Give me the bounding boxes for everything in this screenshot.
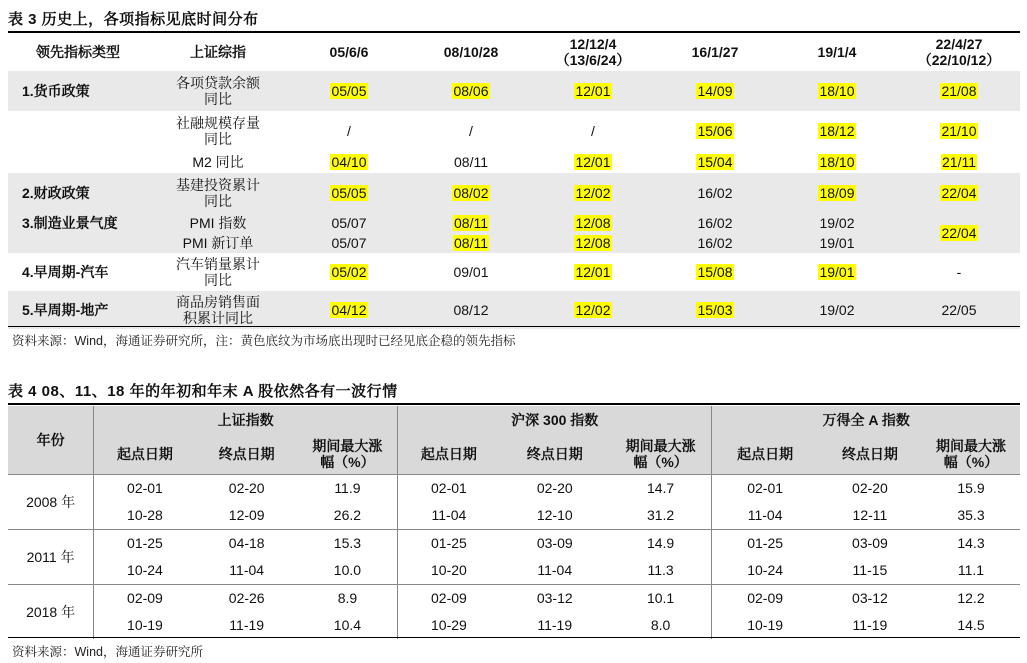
date-cell: 02-09 [712,584,818,612]
bottom-date-cell: 12/08 [532,213,654,233]
year-label: 2011 年 [8,529,94,584]
date-cell: 03-09 [818,529,922,557]
bottom-date-cell: 12/02 [532,291,654,329]
header-date: 08/10/28 [443,44,499,60]
table3-row [8,291,1020,329]
max-gain-cell: 11.9 [298,474,398,502]
table3-row [8,253,1020,291]
date-cell: 11-19 [852,617,888,633]
table3-row [8,233,1020,253]
bottom-date-cell: 08/11 [410,151,532,173]
date-cell: 11-19 [537,617,573,633]
bottom-date-cell: 12/01 [532,151,654,173]
bottom-date-cell: 08/11 [410,233,532,253]
max-gain-cell: 11.3 [647,562,674,578]
date-cell: 02-20 [196,474,298,502]
bottom-date-cell: 05/02 [288,253,410,291]
date-cell: 03-12 [818,584,922,612]
max-gain-cell: 12.2 [922,584,1020,612]
bottom-date-cell: - [898,253,1020,291]
date-cell: 11-19 [229,617,265,633]
bottom-date-cell: 15/06 [654,111,776,151]
date-cell: 03-12 [500,584,610,612]
header-date: 05/6/6 [329,44,369,60]
table4-source-note: 资料来源：Wind，海通证券研究所 [12,645,203,659]
sub-header-end-date: 终点日期 [500,434,610,474]
date-cell: 11-04 [712,502,818,530]
bottom-date-cell: 21/10 [898,111,1020,151]
table3-title: 表 3 历史上，各项指标见底时间分布 [8,11,259,28]
max-gain-cell: 14.5 [957,617,985,633]
bottom-date-cell: 05/05 [288,71,410,111]
bottom-date-cell: 21/11 [898,151,1020,173]
indicator-category [8,111,148,151]
max-gain-cell: 8.9 [298,584,398,612]
max-gain-cell: 11.1 [957,562,985,578]
table4-title: 表 4 08、11、18 年的年初和年末 A 股依然各有一波行情 [8,383,398,400]
bottom-date-cell: 19/02 [776,291,898,329]
bottom-date-cell: 08/02 [410,173,532,213]
table4-row [8,474,1020,502]
table3-source-note: 资料来源：Wind，海通证券研究所，注：黄色底纹为市场底出现时已经见底企稳的领先指标 [12,334,516,348]
bottom-date-cell: 04/12 [288,291,410,329]
table4 [8,406,1020,639]
date-cell: 11-04 [229,562,265,578]
sub-header-start-date: 起点日期 [398,434,500,474]
bottom-date-cell: / [410,111,532,151]
bottom-date-cell: 05/07 [288,213,410,233]
max-gain-cell: 10.1 [610,584,712,612]
bottom-date-cell: 14/09 [654,71,776,111]
bottom-date-cell: 16/02 [654,213,776,233]
year-label: 2008 年 [8,474,94,529]
bottom-date-cell: 21/08 [898,71,1020,111]
bottom-date-cell: 18/12 [776,111,898,151]
table3-row [8,151,1020,173]
group-header-sse: 上证指数 [94,406,398,434]
sub-header-max-gain: 期间最大涨 幅（%） [610,434,712,474]
indicator-name: PMI 新订单 [148,233,288,253]
table3-row [8,111,1020,151]
date-cell: 10-28 [94,502,196,530]
bottom-date-cell: 16/02 [654,233,776,253]
max-gain-cell: 14.7 [610,474,712,502]
max-gain-cell: 14.9 [610,529,712,557]
bottom-date-cell: 15/04 [654,151,776,173]
table4-row [8,612,1020,639]
table3-header-row [8,33,1020,71]
max-gain-cell: 10.4 [333,617,362,633]
bottom-date-cell: 04/10 [288,151,410,173]
table4-row [8,529,1020,557]
date-cell: 01-25 [712,529,818,557]
date-cell: 02-01 [398,474,500,502]
date-cell: 02-20 [818,474,922,502]
year-label: 2018 年 [8,584,94,639]
bottom-date-cell: 08/11 [410,213,532,233]
bottom-date-cell: / [288,111,410,151]
bottom-date-cell: 12/01 [532,253,654,291]
indicator-name: 基建投资累计 同比 [148,173,288,213]
table4-sub-header-row [8,434,1020,474]
date-cell: 03-09 [500,529,610,557]
indicator-category: 2.财政政策 [8,173,148,213]
date-cell: 10-29 [398,612,500,639]
date-cell: 02-09 [94,584,196,612]
bottom-date-cell: 16/02 [654,173,776,213]
header-date: 22/4/27 （22/10/12） [917,36,1001,68]
group-header-wind-a: 万得全 A 指数 [712,406,1020,434]
date-cell: 02-01 [712,474,818,502]
date-cell: 02-26 [196,584,298,612]
indicator-category: 5.早周期-地产 [8,291,148,329]
sub-header-max-gain: 期间最大涨 幅（%） [298,434,398,474]
date-cell: 11-04 [537,562,573,578]
bottom-date-cell: 18/10 [776,151,898,173]
table3-row [8,71,1020,111]
date-cell: 10-24 [94,557,196,585]
bottom-date-cell: 18/09 [776,173,898,213]
bottom-date-cell: 05/07 [288,233,410,253]
indicator-name: M2 同比 [148,151,288,173]
bottom-date-cell: 19/01 [776,233,898,253]
date-cell: 04-18 [196,529,298,557]
group-header-csi300: 沪深 300 指数 [398,406,712,434]
max-gain-cell: 35.3 [957,507,985,523]
date-cell: 02-01 [94,474,196,502]
indicator-category [8,151,148,173]
table4-bottom-rule [8,637,1020,638]
indicator-name: 汽车销量累计 同比 [148,253,288,291]
header-date: 12/12/4 （13/6/24） [555,36,631,68]
table4-top-rule [8,403,1020,405]
header-year: 年份 [8,406,94,474]
bottom-date-cell: 15/03 [654,291,776,329]
header-date: 19/1/4 [817,44,857,60]
max-gain-cell: 15.9 [922,474,1020,502]
table4-group-header-row [8,406,1020,434]
header-date: 16/1/27 [691,44,739,60]
indicator-category: 3.制造业景气度 [8,213,148,233]
bottom-date-cell: 22/04 [898,213,1020,253]
indicator-category: 4.早周期-汽车 [8,253,148,291]
max-gain-cell: 8.0 [650,617,671,633]
bottom-date-cell: 22/04 [898,173,1020,213]
max-gain-cell: 10.0 [333,562,362,578]
indicator-name: 各项贷款余额 同比 [148,71,288,111]
header-indicator-type: 领先指标类型 [36,44,120,60]
indicator-name: 商品房销售面 积累计同比 [148,291,288,329]
date-cell: 10-20 [398,557,500,585]
bottom-date-cell: 12/02 [532,173,654,213]
date-cell: 12-09 [228,507,265,523]
indicator-category [8,233,148,253]
bottom-date-cell: 05/05 [288,173,410,213]
max-gain-cell: 31.2 [646,507,675,523]
date-cell: 10-19 [94,612,196,639]
date-cell: 01-25 [398,529,500,557]
date-cell: 10-19 [712,612,818,639]
bottom-date-cell: 08/12 [410,291,532,329]
bottom-date-cell: 12/01 [532,71,654,111]
table3 [8,33,1020,329]
bottom-date-cell: 18/10 [776,71,898,111]
indicator-name: 社融规模存量 同比 [148,111,288,151]
bottom-date-cell: 19/01 [776,253,898,291]
bottom-date-cell: 22/05 [898,291,1020,329]
bottom-date-cell: 19/02 [776,213,898,233]
date-cell: 11-15 [852,562,888,578]
table4-row [8,584,1020,612]
date-cell: 01-25 [94,529,196,557]
table3-row [8,173,1020,213]
bottom-date-cell: 15/08 [654,253,776,291]
indicator-name: PMI 指数 [148,213,288,233]
date-cell: 02-09 [398,584,500,612]
sub-header-max-gain: 期间最大涨 幅（%） [922,434,1020,474]
date-cell: 12-10 [536,507,573,523]
date-cell: 12-11 [852,507,888,523]
table3-row [8,213,1020,233]
table4-row [8,557,1020,585]
sub-header-end-date: 终点日期 [196,434,298,474]
date-cell: 10-24 [712,557,818,585]
bottom-date-cell: 08/06 [410,71,532,111]
date-cell: 02-20 [500,474,610,502]
max-gain-cell: 26.2 [333,507,362,523]
table3-bottom-rule [8,326,1020,327]
bottom-date-cell: / [532,111,654,151]
header-sse-index: 上证综指 [190,44,246,60]
bottom-date-cell: 12/08 [532,233,654,253]
max-gain-cell: 14.3 [922,529,1020,557]
max-gain-cell: 15.3 [298,529,398,557]
date-cell: 11-04 [398,502,500,530]
sub-header-start-date: 起点日期 [712,434,818,474]
bottom-date-cell: 09/01 [410,253,532,291]
indicator-category: 1.货币政策 [8,71,148,111]
table4-row [8,502,1020,530]
sub-header-start-date: 起点日期 [94,434,196,474]
sub-header-end-date: 终点日期 [818,434,922,474]
